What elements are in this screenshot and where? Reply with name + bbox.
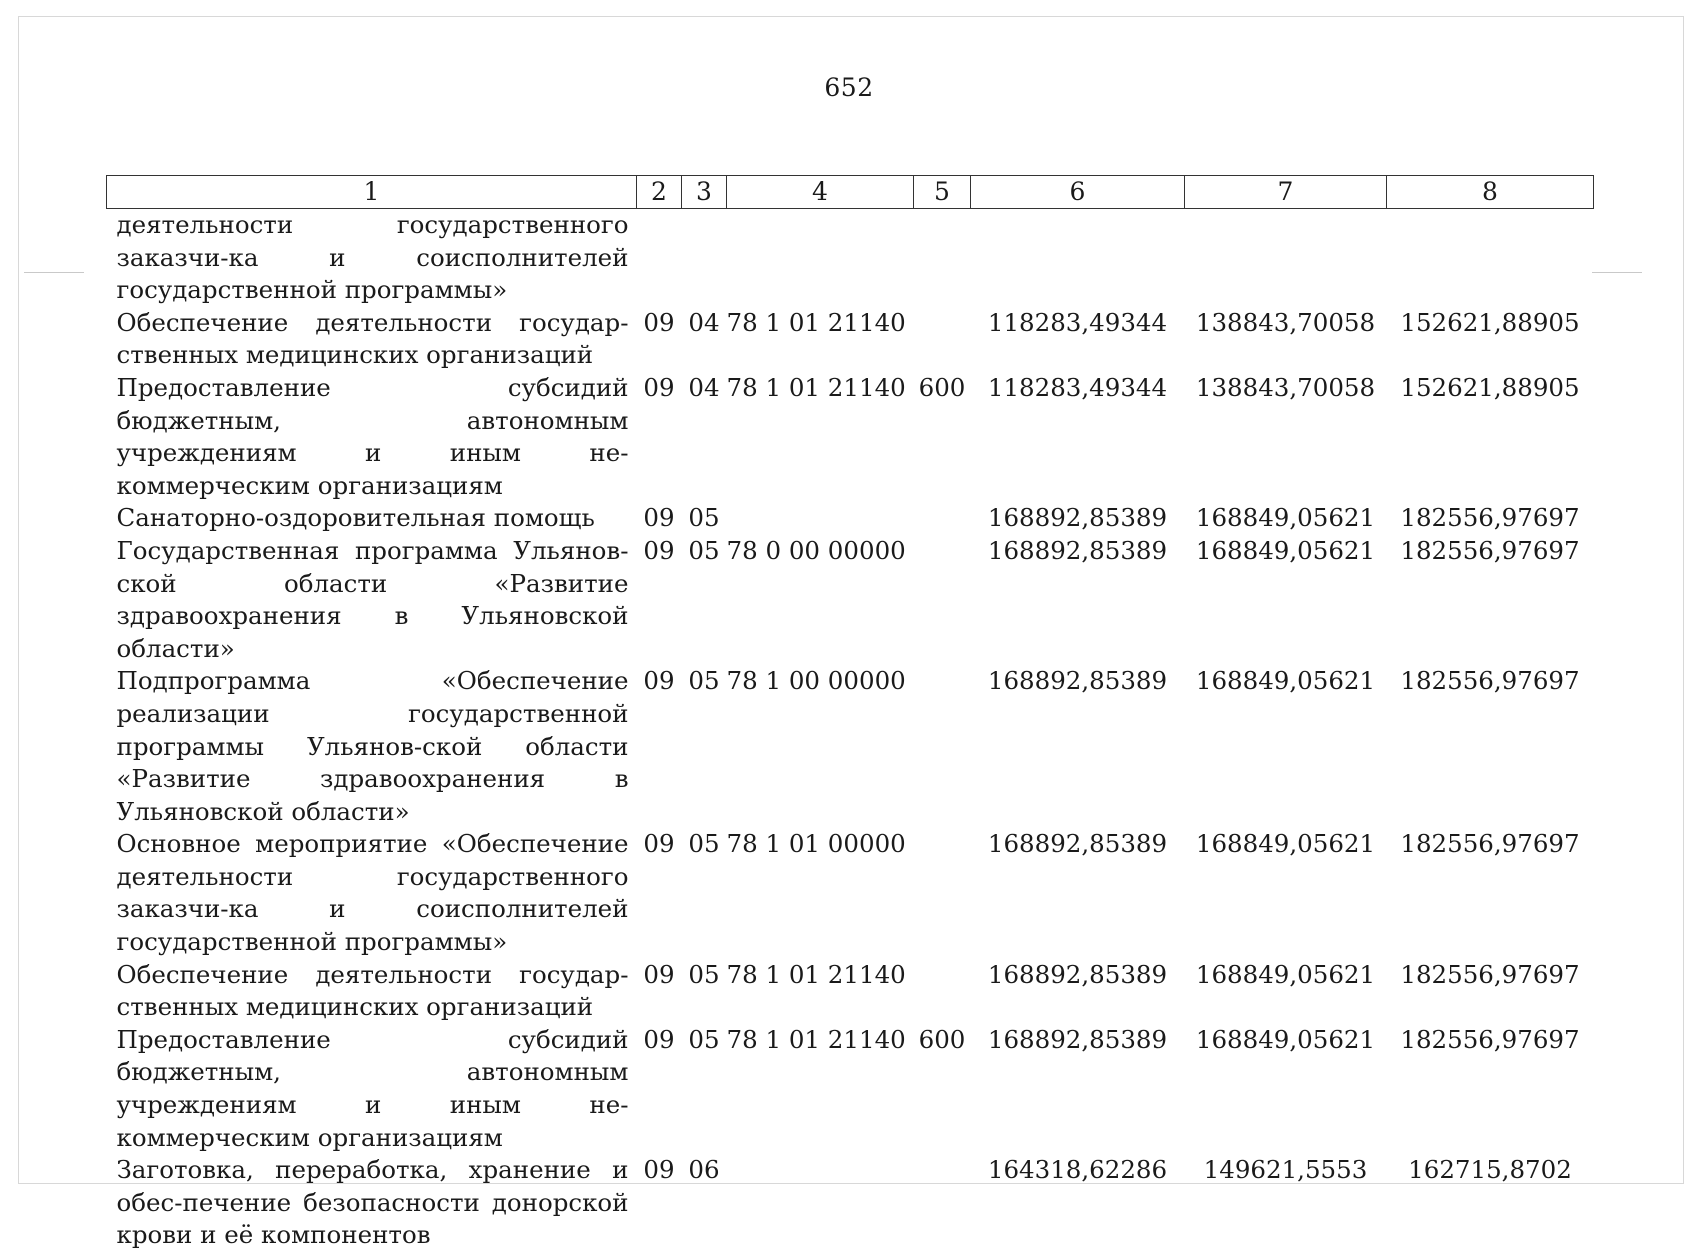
row-expense-type	[914, 307, 971, 372]
row-target-article: 78 1 01 21140	[727, 959, 914, 1024]
row-section	[637, 209, 682, 307]
table-row	[107, 535, 1594, 665]
row-name: Обеспечение деятельности государ-ственных медицинских организаций	[107, 307, 637, 372]
budget-table	[106, 175, 1594, 1252]
row-target-article: 78 1 01 00000	[727, 828, 914, 958]
row-amount-col7	[1185, 209, 1387, 307]
row-subsection: 06	[682, 1154, 727, 1252]
table-row	[107, 1024, 1594, 1154]
row-target-article: 78 1 00 00000	[727, 665, 914, 828]
row-name: Обеспечение деятельности государ-ственных медицинских организаций	[107, 959, 637, 1024]
row-section: 09	[637, 959, 682, 1024]
row-amount-col7: 168849,05621	[1185, 1024, 1387, 1154]
budget-table-container	[106, 175, 1593, 1252]
row-expense-type: 600	[914, 372, 971, 502]
row-target-article	[727, 1154, 914, 1252]
row-subsection: 05	[682, 535, 727, 665]
row-amount-col7: 168849,05621	[1185, 959, 1387, 1024]
column-header-5: 5	[914, 176, 971, 209]
row-amount-col7: 168849,05621	[1185, 828, 1387, 958]
table-row	[107, 209, 1594, 307]
scan-artifact	[1592, 272, 1642, 273]
row-amount-col6: 164318,62286	[971, 1154, 1185, 1252]
row-expense-type	[914, 209, 971, 307]
row-amount-col6: 168892,85389	[971, 828, 1185, 958]
row-section: 09	[637, 1154, 682, 1252]
column-header-3: 3	[682, 176, 727, 209]
row-target-article: 78 0 00 00000	[727, 535, 914, 665]
row-section: 09	[637, 502, 682, 535]
row-target-article: 78 1 01 21140	[727, 1024, 914, 1154]
row-amount-col8: 182556,97697	[1387, 535, 1594, 665]
row-section: 09	[637, 372, 682, 502]
row-target-article	[727, 502, 914, 535]
row-amount-col7: 138843,70058	[1185, 307, 1387, 372]
row-section: 09	[637, 665, 682, 828]
column-header-6: 6	[971, 176, 1185, 209]
row-target-article: 78 1 01 21140	[727, 307, 914, 372]
row-amount-col6: 168892,85389	[971, 959, 1185, 1024]
row-expense-type	[914, 959, 971, 1024]
column-header-4: 4	[727, 176, 914, 209]
row-name: Санаторно-оздоровительная помощь	[107, 502, 637, 535]
row-amount-col6: 168892,85389	[971, 665, 1185, 828]
row-section: 09	[637, 535, 682, 665]
row-target-article	[727, 209, 914, 307]
row-name: Предоставление субсидий бюджетным, автономным учреждениям и иным не-коммерческим организациям	[107, 1024, 637, 1154]
row-amount-col7: 168849,05621	[1185, 502, 1387, 535]
row-expense-type: 600	[914, 1024, 971, 1154]
table-body	[107, 209, 1594, 1252]
table-row	[107, 372, 1594, 502]
row-expense-type	[914, 502, 971, 535]
row-expense-type	[914, 665, 971, 828]
row-subsection: 05	[682, 665, 727, 828]
row-subsection: 05	[682, 828, 727, 958]
row-expense-type	[914, 1154, 971, 1252]
column-header-8: 8	[1387, 176, 1594, 209]
row-expense-type	[914, 535, 971, 665]
header-row	[107, 176, 1594, 209]
row-name: деятельности государственного заказчи-ка и соисполнителей государственной программы»	[107, 209, 637, 307]
row-amount-col8: 182556,97697	[1387, 959, 1594, 1024]
row-amount-col7: 168849,05621	[1185, 665, 1387, 828]
column-header-2: 2	[637, 176, 682, 209]
row-amount-col8: 162715,8702	[1387, 1154, 1594, 1252]
row-subsection: 04	[682, 307, 727, 372]
row-amount-col8: 182556,97697	[1387, 828, 1594, 958]
row-section: 09	[637, 1024, 682, 1154]
table-row	[107, 828, 1594, 958]
column-header-7: 7	[1185, 176, 1387, 209]
row-name: Основное мероприятие «Обеспечение деятельности государственного заказчи-ка и соисполнителей государственной программы»	[107, 828, 637, 958]
table-row	[107, 959, 1594, 1024]
table-row	[107, 1154, 1594, 1252]
row-amount-col8: 182556,97697	[1387, 1024, 1594, 1154]
page-number: 652	[0, 73, 1698, 102]
row-amount-col7: 149621,5553	[1185, 1154, 1387, 1252]
row-amount-col7: 138843,70058	[1185, 372, 1387, 502]
table-header	[107, 176, 1594, 209]
row-amount-col6: 168892,85389	[971, 1024, 1185, 1154]
row-amount-col8: 152621,88905	[1387, 307, 1594, 372]
row-section: 09	[637, 307, 682, 372]
row-subsection: 05	[682, 959, 727, 1024]
row-name: Предоставление субсидий бюджетным, автономным учреждениям и иным не-коммерческим организациям	[107, 372, 637, 502]
row-subsection	[682, 209, 727, 307]
column-header-1: 1	[107, 176, 637, 209]
row-subsection: 05	[682, 1024, 727, 1154]
row-name: Государственная программа Ульянов-ской области «Развитие здравоохранения в Ульяновской области»	[107, 535, 637, 665]
row-amount-col8: 152621,88905	[1387, 372, 1594, 502]
table-row	[107, 665, 1594, 828]
row-amount-col6: 168892,85389	[971, 535, 1185, 665]
row-amount-col6: 168892,85389	[971, 502, 1185, 535]
row-amount-col6	[971, 209, 1185, 307]
row-amount-col8	[1387, 209, 1594, 307]
row-amount-col8: 182556,97697	[1387, 502, 1594, 535]
row-name: Подпрограмма «Обеспечение реализации государственной программы Ульянов-ской области «Развитие здравоохранения в Ульяновской области»	[107, 665, 637, 828]
table-row	[107, 307, 1594, 372]
row-subsection: 04	[682, 372, 727, 502]
row-amount-col7: 168849,05621	[1185, 535, 1387, 665]
row-section: 09	[637, 828, 682, 958]
row-amount-col8: 182556,97697	[1387, 665, 1594, 828]
row-amount-col6: 118283,49344	[971, 307, 1185, 372]
table-row	[107, 502, 1594, 535]
row-amount-col6: 118283,49344	[971, 372, 1185, 502]
row-expense-type	[914, 828, 971, 958]
row-name: Заготовка, переработка, хранение и обес-печение безопасности донорской крови и её компонентов	[107, 1154, 637, 1252]
row-target-article: 78 1 01 21140	[727, 372, 914, 502]
scan-artifact	[24, 272, 84, 273]
row-subsection: 05	[682, 502, 727, 535]
